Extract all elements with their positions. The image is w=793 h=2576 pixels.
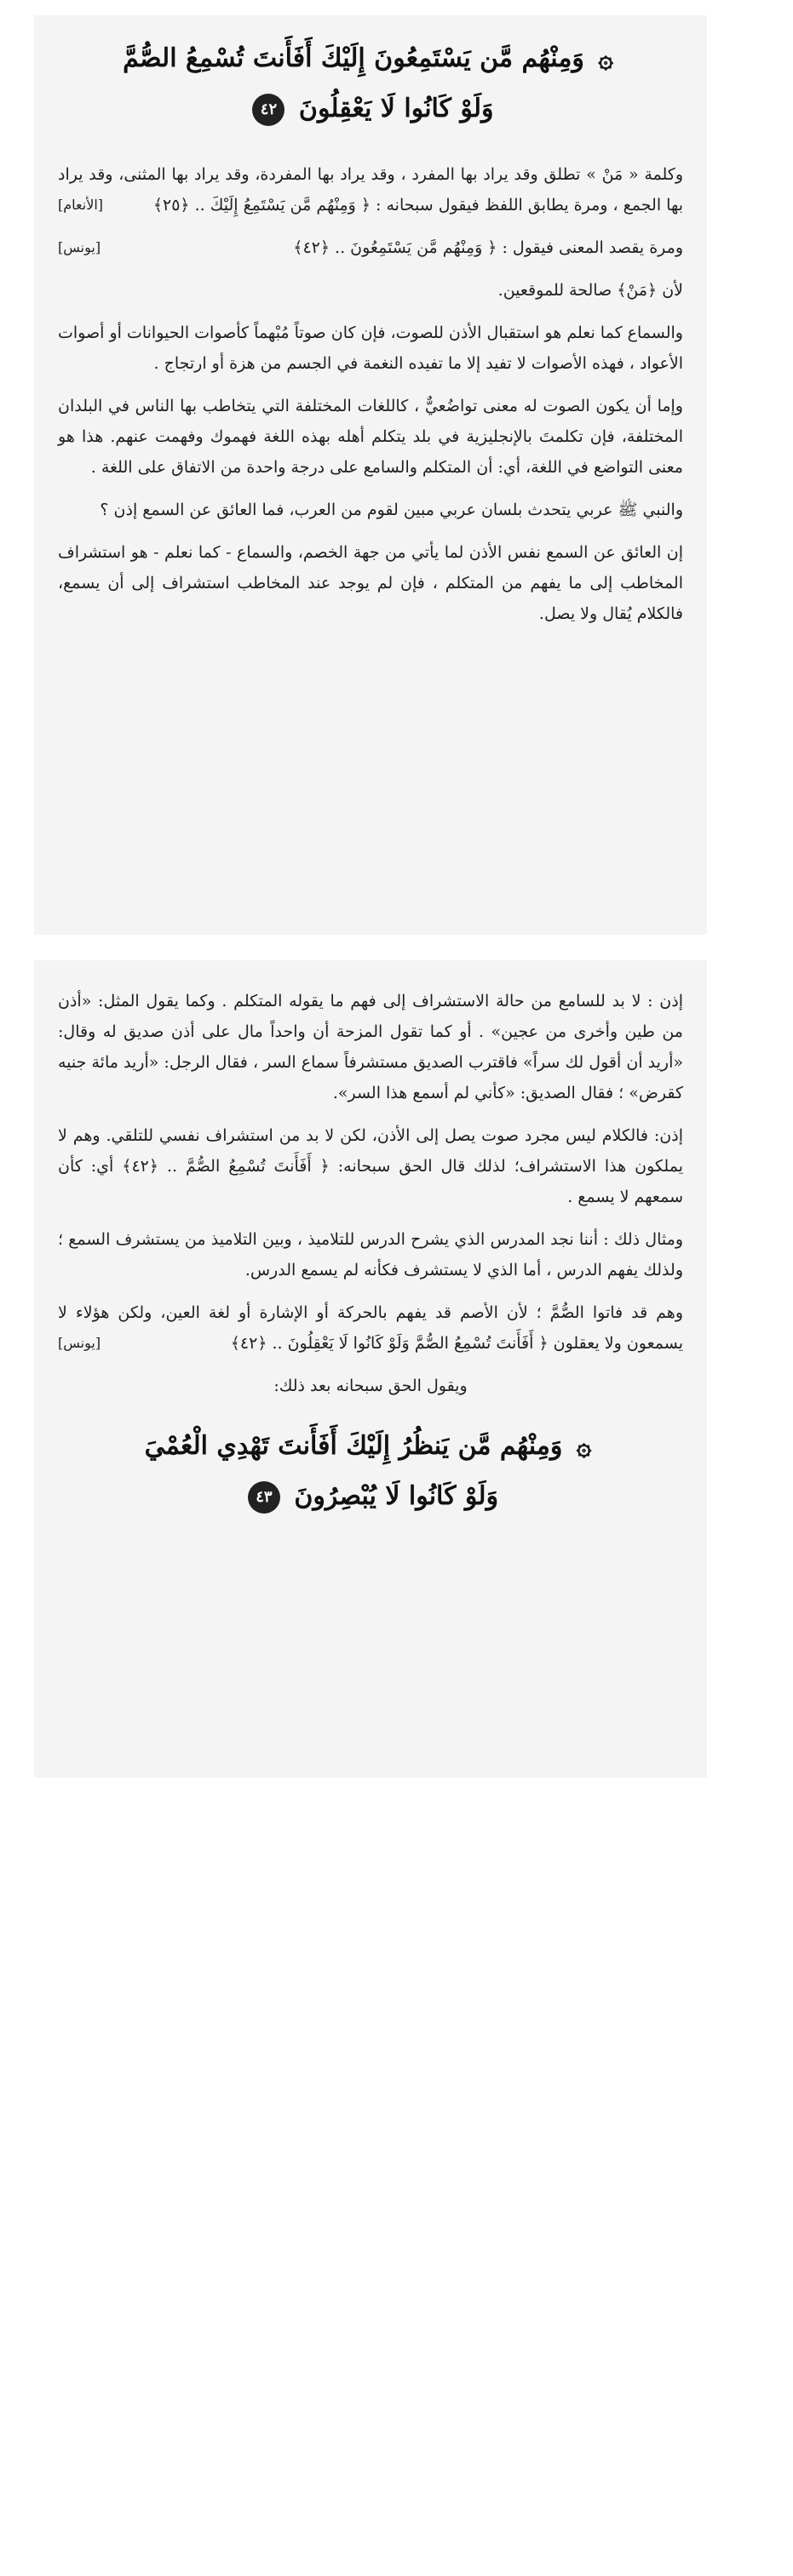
source-label: [يونس]	[58, 1335, 101, 1351]
paragraph-text: والسماع كما نعلم هو استقبال الأذن للصوت، فإن كان صوتاً مُبْهماً كأصوات الحيوانات أو أصوات الأعواد ، فهذه الأصوات لا تفيد إلا ما تفيده النغمة في الجسم من هزة أو ارتجاج .	[58, 323, 683, 373]
paragraph-text: وكلمة « مَنْ » تطلق وقد يراد بها المفرد ، وقد يراد بها المفردة، وقد يراد بها المثنى، وقد يراد بها الجمع ، ومرة يطابق اللفظ فيقول سبحانه : ﴿ وَمِنْهُم مَّن يَسْتَمِعُ إِلَيْكَ .. ﴿٢٥﴾	[58, 165, 683, 215]
paragraph-text: ومرة يقصد المعنى فيقول : ﴿ وَمِنْهُم مَّن يَسْتَمِعُونَ .. ﴿٤٢﴾	[293, 238, 683, 257]
paragraph-text: والنبي ﷺ عربي يتحدث بلسان عربي مبين لقوم من العرب، فما العائق عن السمع إذن ؟	[100, 501, 683, 519]
paragraph	[34, 495, 707, 525]
paragraph	[34, 1224, 707, 1285]
paragraph	[34, 1120, 707, 1212]
paragraph-text: ويقول الحق سبحانه بعد ذلك:	[273, 1377, 468, 1395]
source-label: [الأنعام]	[58, 197, 104, 213]
verse-banner-bottom	[34, 1413, 707, 1521]
page-scan-bottom	[34, 960, 707, 1777]
paragraph-text: إن العائق عن السمع نفس الأذن لما يأتي من جهة الخصم، والسماع - كما نعلم - هو استشراف المخاطب إلى ما يفهم من المتكلم ، فإن لم يوجد عند المخاطب استشراف إلى أن يسمع، فالكلام يُقال ولا يصل.	[58, 543, 683, 623]
paragraph	[34, 275, 707, 306]
verse-ornament-icon: ۞	[576, 1432, 592, 1462]
paragraph	[34, 1297, 707, 1359]
paragraph-text: ومثال ذلك : أننا نجد المدرس الذي يشرح الدرس للتلاميذ ، وبين التلاميذ من يستشرف السمع ؛ ولذلك يفهم الدرس ، أما الذي لا يستشرف فكأنه لم يسمع الدرس.	[58, 1230, 683, 1279]
verse-line-1	[60, 1422, 681, 1472]
ayah-number-badge: ٤٣	[248, 1481, 280, 1514]
page-scan-top	[34, 15, 707, 935]
verse-banner-top	[34, 15, 707, 134]
verse-line-1	[60, 34, 681, 84]
paragraph	[34, 537, 707, 629]
paragraph	[34, 1371, 707, 1401]
paragraph	[34, 232, 707, 263]
source-label: [يونس]	[58, 239, 101, 255]
verse-text: وَمِنْهُم مَّن يَسْتَمِعُونَ إِلَيْكَ أَفَأَنتَ تُسْمِعُ الصُّمَّ	[123, 43, 584, 73]
verse-text: وَمِنْهُم مَّن يَنظُرُ إِلَيْكَ أَفَأَنتَ تَهْدِي الْعُمْيَ	[144, 1431, 563, 1461]
paragraph-text: إذن: فالكلام ليس مجرد صوت يصل إلى الأذن، لكن لا بد من استشراف نفسي للتلقي. وهم لا يملكون هذا الاستشراف؛ لذلك قال الحق سبحانه: ﴿ أَفَأَنتَ تُسْمِعُ الصُّمَّ .. ﴿٤٢﴾ أي: كأن سمعهم لا يسمع .	[58, 1126, 683, 1206]
paragraph-text: لأن ﴿مَنْ﴾ صالحة للموقعين.	[497, 281, 683, 300]
paragraph	[34, 391, 707, 483]
verse-text: وَلَوْ كَانُوا لَا يَعْقِلُونَ	[298, 94, 494, 123]
paragraph	[34, 986, 707, 1108]
verse-line-2	[60, 84, 681, 134]
paragraph-text: إذن : لا بد للسامع من حالة الاستشراف إلى فهم ما يقوله المتكلم . وكما يقول المثل: «أذن من طين وأخرى من عجين» . أو كما تقول المزحة أن واحداً مال على أذن صديق له وقال: «أريد أن أقول لك سراً» فاقترب الصديق مستشرفاً سماع السر ، فقال الرجل: «أريد مائة جنيه كقرض» ؛ فقال الصديق: «كأني لم أسمع هذا السر».	[58, 992, 683, 1102]
verse-text: وَلَوْ كَانُوا لَا يُبْصِرُونَ	[294, 1481, 499, 1511]
paragraph	[34, 159, 707, 220]
verse-line-2	[60, 1472, 681, 1521]
paragraph	[34, 318, 707, 379]
paragraph-text: وإما أن يكون الصوت له معنى تواضُعيٌّ ، كاللغات المختلفة التي يتخاطب بها الناس في البلدان المختلفة، فإن تكلمتَ بالإنجليزية في بلد يتكلم أهله بهذه اللغة فهموك وفهمت عنهم. هذا هو معنى التواضع في اللغة، أي: أن المتكلم والسامع على درجة واحدة من الاتفاق على اللغة .	[58, 397, 683, 477]
verse-ornament-icon: ۞	[598, 44, 613, 74]
paragraph-text: وهم قد فاتوا الصُّمَّ ؛ لأن الأصم قد يفهم بالحركة أو الإشارة أو لغة العين، ولكن هؤلاء لا يسمعون ولا يعقلون ﴿ أَفَأَنتَ تُسْمِعُ الصُّمَّ وَلَوْ كَانُوا لَا يَعْقِلُونَ .. ﴿٤٢﴾	[58, 1303, 683, 1353]
ayah-number-badge: ٤٢	[252, 94, 284, 126]
